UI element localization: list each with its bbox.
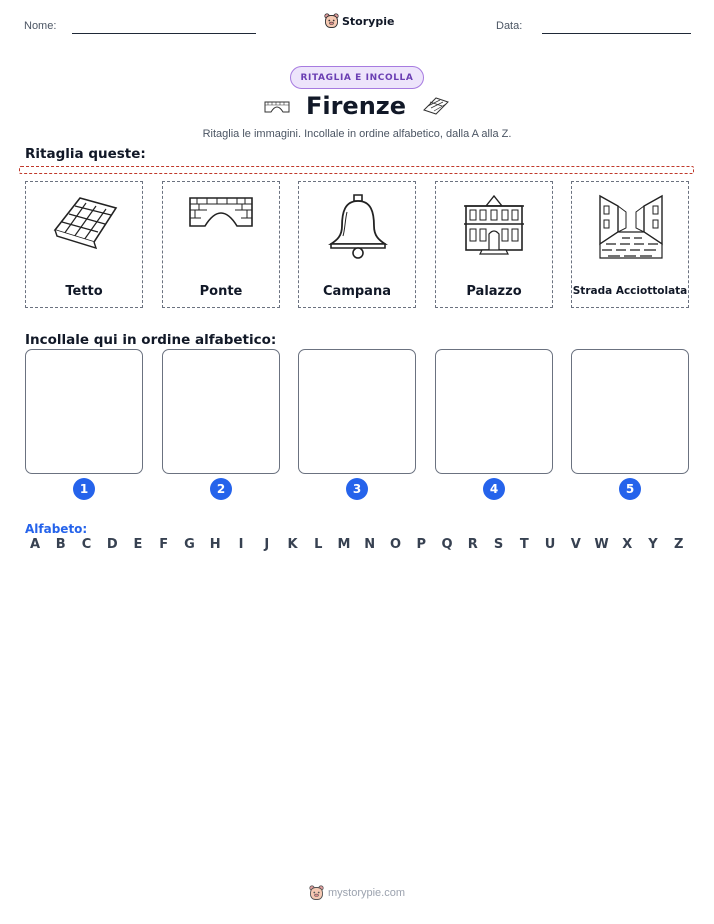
cut-card-label: Palazzo: [466, 284, 522, 299]
alphabet-letter: Q: [441, 537, 453, 552]
alphabet-letter: F: [159, 537, 169, 552]
alphabet-letter: M: [337, 537, 351, 552]
instructions: Ritaglia le immagini. Incollale in ordine alfabetico, dalla A alla Z.: [202, 128, 512, 140]
alphabet-letter: R: [467, 537, 478, 552]
footer: [0, 885, 714, 901]
storypie-mascot-icon: [324, 13, 339, 29]
alphabet-letter: B: [55, 537, 66, 552]
bridge-icon: [187, 192, 255, 232]
alphabet-letter: V: [570, 537, 581, 552]
cut-card-label: Campana: [323, 284, 391, 299]
footer-url: mystorypie.com: [327, 887, 406, 899]
cut-card-strada-acciottolata[interactable]: [571, 181, 689, 308]
alphabet-letter: E: [133, 537, 143, 552]
cut-heading: Ritaglia queste:: [25, 146, 146, 162]
bridge-icon: [264, 99, 290, 113]
cut-line: [19, 166, 694, 174]
name-label: Nome:: [24, 20, 57, 32]
alphabet-letter: G: [184, 537, 195, 552]
alphabet-letter: L: [314, 537, 323, 552]
cut-card-palazzo[interactable]: [435, 181, 553, 308]
paste-box-5[interactable]: [571, 349, 689, 474]
alphabet-letter: U: [544, 537, 556, 552]
alphabet-letter: S: [493, 537, 504, 552]
alphabet-letter: J: [264, 537, 270, 552]
alphabet-row: [25, 537, 689, 552]
alphabet-letter: W: [594, 537, 609, 552]
brand-name: Storypie: [342, 14, 395, 28]
number-badge-1: 1: [73, 478, 95, 500]
number-badge-5: 5: [619, 478, 641, 500]
storypie-mascot-icon: [309, 885, 324, 901]
number-badge-2: 2: [210, 478, 232, 500]
alphabet-letter: C: [81, 537, 92, 552]
cut-card-tetto[interactable]: [25, 181, 143, 308]
cut-card-label: Tetto: [65, 284, 103, 299]
paste-box-3[interactable]: [298, 349, 416, 474]
roof-tiles-icon: [50, 192, 120, 250]
page-title: Firenze: [305, 92, 407, 120]
alphabet-letter: X: [622, 537, 633, 552]
paste-box-1[interactable]: [25, 349, 143, 474]
number-badge-3: 3: [346, 478, 368, 500]
alphabet-letter: A: [29, 537, 41, 552]
activity-badge: RITAGLIA E INCOLLA: [290, 66, 424, 89]
date-line: [542, 33, 691, 34]
cut-card-label: Ponte: [199, 284, 243, 299]
paste-heading: Incollale qui in ordine alfabetico:: [25, 332, 277, 348]
alphabet-letter: I: [238, 537, 244, 552]
alphabet-letter: Z: [674, 537, 684, 552]
name-line: [72, 33, 256, 34]
cut-card-ponte[interactable]: [162, 181, 280, 308]
number-badge-4: 4: [483, 478, 505, 500]
palace-icon: [460, 192, 528, 258]
alphabet-letter: N: [364, 537, 376, 552]
paste-box-2[interactable]: [162, 349, 280, 474]
paste-box-4[interactable]: [435, 349, 553, 474]
alphabet-letter: H: [209, 537, 221, 552]
title-row: [0, 92, 714, 120]
alphabet-letter: D: [106, 537, 118, 552]
roof-tiles-icon: [422, 96, 450, 116]
cut-card-campana[interactable]: [298, 181, 416, 308]
bell-icon: [323, 192, 393, 260]
alphabet-letter: K: [287, 537, 298, 552]
alphabet-letter: P: [416, 537, 427, 552]
alphabet-letter: Y: [648, 537, 658, 552]
alphabet-letter: O: [389, 537, 402, 552]
cobblestone-street-icon: [596, 192, 666, 262]
alphabet-letter: T: [519, 537, 529, 552]
date-label: Data:: [496, 20, 523, 32]
alphabet-title: Alfabeto:: [25, 522, 88, 536]
brand-logo: [324, 13, 394, 29]
cut-card-label: Strada Acciottolata: [572, 285, 688, 297]
